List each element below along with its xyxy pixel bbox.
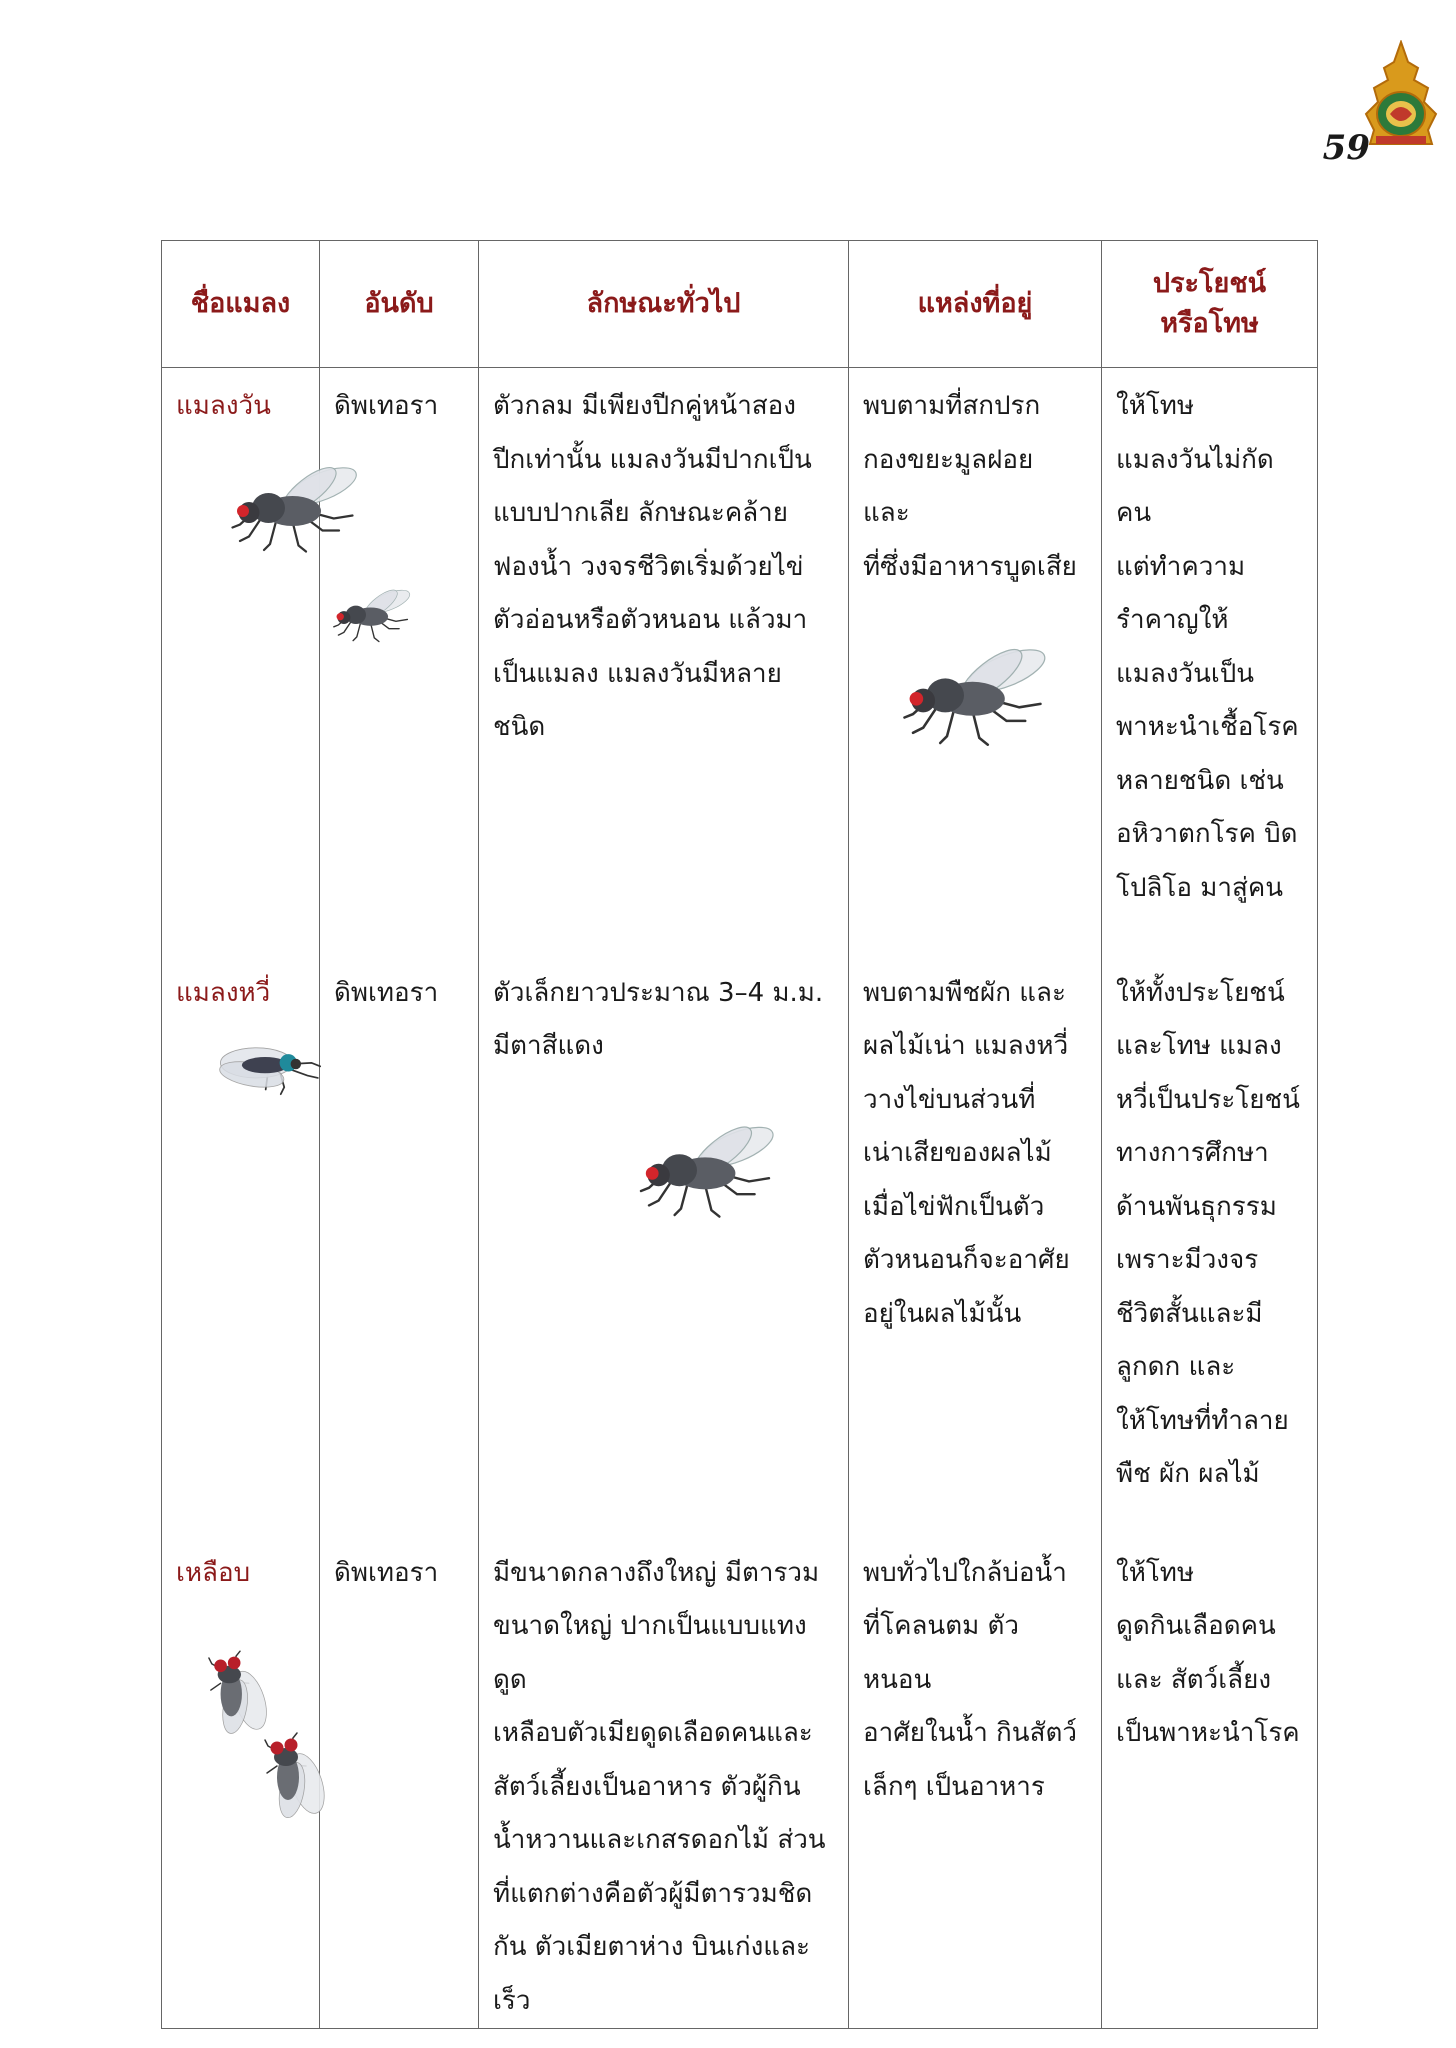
header-order: อันดับ [320, 241, 479, 368]
features-line: เหลือบตัวเมียดูดเลือดคนและ [493, 1718, 813, 1748]
features-line: มีขนาดกลางถึงใหญ่ มีตารวม [493, 1557, 820, 1588]
effect-line: ด้านพันธุกรรม [1116, 1191, 1277, 1222]
effect-line: เป็นพาหะนำโรค [1116, 1718, 1300, 1748]
features-line: มีตาสีแดง [493, 1031, 604, 1061]
effect-line: และ สัตว์เลี้ยง [1116, 1664, 1272, 1695]
habitat-line: กองขยะมูลฝอย และ [863, 444, 1034, 528]
effect-line: พาหะนำเชื้อโรค [1116, 712, 1299, 742]
habitat-cell [849, 955, 1102, 1535]
insect-table [161, 240, 1318, 2029]
effect-line: ดูดกินเลือดคน [1116, 1611, 1276, 1641]
effect-cell [1102, 368, 1318, 955]
effect-line: อหิวาตกโรค บิด [1116, 819, 1298, 849]
effect-line: พืช ผัก ผลไม้ [1116, 1459, 1260, 1489]
effect-line: รำคาญให้ [1116, 605, 1229, 635]
table-row [162, 955, 1318, 1535]
horsefly-illustration-2 [262, 1723, 332, 1829]
school-emblem [1362, 40, 1440, 148]
habitat-line: อาศัยในน้ำ กินสัตว์ [863, 1718, 1077, 1748]
table-header-row [162, 241, 1318, 368]
effect-line: ทางการศึกษา [1116, 1138, 1269, 1168]
header-effect: ประโยชน์หรือโทษ [1102, 241, 1318, 368]
features-cell [479, 955, 849, 1535]
habitat-line: วางไข่บนส่วนที่ [863, 1084, 1036, 1115]
habitat-line: อยู่ในผลไม้นั้น [863, 1298, 1022, 1329]
habitat-cell [849, 1535, 1102, 2029]
housefly-habitat-illustration [879, 630, 1049, 754]
insect-name: แมลงวัน [176, 391, 271, 421]
habitat-line: ตัวหนอนก็จะอาศัย [863, 1245, 1070, 1275]
small-housefly-illustration [320, 580, 412, 646]
habitat-line: ที่โคลนตม ตัวหนอน [863, 1611, 1019, 1695]
habitat-line: เน่าเสียของผลไม้ [863, 1138, 1052, 1168]
insect-name: แมลงหวี่ [176, 977, 271, 1008]
fruitfly-illustration [210, 1023, 326, 1105]
effect-line: ให้โทษที่ทำลาย [1116, 1405, 1289, 1436]
habitat-cell [849, 368, 1102, 955]
header-features: ลักษณะทั่วไป [479, 241, 849, 368]
features-line: ตัวอ่อนหรือตัวหนอน แล้วมา [493, 605, 808, 635]
features-line: เป็นแมลง แมลงวันมีหลายชนิด [493, 658, 782, 742]
features-line: ฟองน้ำ วงจรชีวิตเริ่มด้วยไข่ [493, 551, 804, 582]
effect-line: ชีวิตสั้นและมี [1116, 1298, 1263, 1329]
fruitfly-detail-illustration [617, 1109, 777, 1225]
features-line: แบบปากเลีย ลักษณะคล้าย [493, 498, 788, 528]
effect-line: ลูกดก และ [1116, 1352, 1236, 1382]
habitat-line: ผลไม้เน่า แมลงหวี่ [863, 1031, 1069, 1061]
features-line: สัตว์เลี้ยงเป็นอาหาร ตัวผู้กิน [493, 1771, 801, 1802]
habitat-line: พบทั่วไปใกล้บ่อน้ำ [863, 1557, 1067, 1588]
habitat-line: ที่ซึ่งมีอาหารบูดเสีย [863, 551, 1077, 582]
page-number: 59 [1322, 128, 1370, 168]
effect-line: ให้โทษ [1116, 391, 1195, 421]
effect-line: เพราะมีวงจร [1116, 1245, 1259, 1275]
effect-line: แมลงวันเป็น [1116, 658, 1255, 689]
effect-cell [1102, 1535, 1318, 2029]
insect-name-cell [162, 1535, 320, 2029]
table-row [162, 368, 1318, 955]
features-line: ขนาดใหญ่ ปากเป็นแบบแทงดูด [493, 1611, 807, 1695]
habitat-line: เล็กๆ เป็นอาหาร [863, 1771, 1045, 1802]
features-line: ปีกเท่านั้น แมลงวันมีปากเป็น [493, 444, 812, 475]
order-cell [320, 1535, 479, 2029]
insect-name-cell [162, 368, 320, 955]
effect-line: โปลิโอ มาสู่คน [1116, 872, 1284, 903]
housefly-illustration [210, 450, 360, 560]
order-cell [320, 955, 479, 1535]
effect-line: หลายชนิด เช่น [1116, 765, 1284, 796]
habitat-line: พบตามที่สกปรก [863, 391, 1041, 421]
effect-line: ให้ทั้งประโยชน์ [1116, 977, 1285, 1008]
effect-cell [1102, 955, 1318, 1535]
insect-order: ดิพเทอรา [334, 977, 439, 1008]
features-line: ตัวเล็กยาวประมาณ 3–4 ม.ม. [493, 977, 824, 1008]
features-line: น้ำหวานและเกสรดอกไม้ ส่วน [493, 1825, 826, 1855]
features-cell [479, 1535, 849, 2029]
insect-order: ดิพเทอรา [334, 1557, 439, 1588]
insect-order: ดิพเทอรา [334, 391, 439, 421]
effect-line: แมลงวันไม่กัดคน [1116, 444, 1274, 528]
effect-line: ให้โทษ [1116, 1557, 1195, 1588]
habitat-line: เมื่อไข่ฟักเป็นตัว [863, 1191, 1045, 1222]
habitat-line: พบตามพืชผัก และ [863, 977, 1066, 1008]
header-habitat: แหล่งที่อยู่ [849, 241, 1102, 368]
header-name: ชื่อแมลง [162, 241, 320, 368]
features-line: ตัวกลม มีเพียงปีกคู่หน้าสอง [493, 391, 796, 421]
features-line: ที่แตกต่างคือตัวผู้มีตารวมชิด [493, 1878, 813, 1909]
effect-line: หวี่เป็นประโยชน์ [1116, 1084, 1300, 1115]
effect-line: แต่ทำความ [1116, 551, 1246, 582]
features-line: กัน ตัวเมียตาห่าง บินเก่งและเร็ว [493, 1932, 810, 2016]
effect-line: และโทษ แมลง [1116, 1031, 1282, 1061]
table-row [162, 1535, 1318, 2029]
insect-name-cell [162, 955, 320, 1535]
features-cell [479, 368, 849, 955]
insect-name: เหลือบ [176, 1557, 251, 1588]
